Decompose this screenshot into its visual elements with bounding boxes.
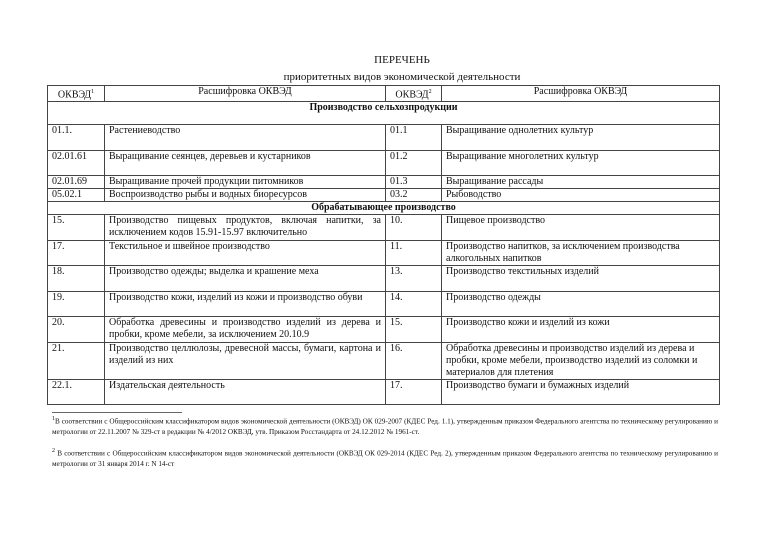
okved-desc-old: Выращивание прочей продукции питомников xyxy=(105,176,386,189)
table-row xyxy=(48,189,720,202)
section-title: Обрабатывающее производство xyxy=(48,202,720,215)
okved-code-old: 21. xyxy=(48,343,105,380)
okved-code-new: 10. xyxy=(386,215,442,241)
okved-code-new: 14. xyxy=(386,292,442,317)
okved-code-old: 18. xyxy=(48,266,105,292)
table-row xyxy=(48,317,720,343)
okved-desc-new: Выращивание рассады xyxy=(442,176,720,189)
okved-code-old: 01.1. xyxy=(48,125,105,151)
okved-code-new: 17. xyxy=(386,380,442,405)
table-row xyxy=(48,125,720,151)
table-row xyxy=(48,380,720,405)
section-title: Производство сельхозпродукции xyxy=(48,102,720,125)
okved-code-old: 05.02.1 xyxy=(48,189,105,202)
okved-desc-new: Производство кожи и изделий из кожи xyxy=(442,317,720,343)
okved-desc-old: Издательская деятельность xyxy=(105,380,386,405)
table-row xyxy=(48,215,720,241)
okved-code-new: 01.2 xyxy=(386,151,442,176)
okved-desc-old: Производство целлюлозы, древесной массы, бумаги, картона и изделий из них xyxy=(105,343,386,380)
okved-code-old: 02.01.69 xyxy=(48,176,105,189)
okved-table xyxy=(47,85,720,405)
okved-code-old: 20. xyxy=(48,317,105,343)
okved-desc-new: Производство одежды xyxy=(442,292,720,317)
okved-desc-old: Производство одежды; выделка и крашение меха xyxy=(105,266,386,292)
okved-code-new: 13. xyxy=(386,266,442,292)
okved-desc-new: Производство текстильных изделий xyxy=(442,266,720,292)
okved-desc-new: Выращивание многолетних культур xyxy=(442,151,720,176)
table-row xyxy=(48,266,720,292)
document-title: ПЕРЕЧЕНЬ xyxy=(374,54,430,66)
okved-desc-new: Выращивание однолетних культур xyxy=(442,125,720,151)
header-okved-2: ОКВЭД$^2$ xyxy=(386,86,442,102)
okved-desc-old: Обработка древесины и производство изделий из дерева и пробки, кроме мебели, за исключением 20.10.9 xyxy=(105,317,386,343)
okved-desc-new: Обработка древесины и производство изделий из дерева и пробки, кроме мебели, производство изделий из соломки и материалов для плетения xyxy=(442,343,720,380)
table-row xyxy=(48,343,720,380)
okved-code-new: 15. xyxy=(386,317,442,343)
section-row xyxy=(48,202,720,215)
footnote-2: $^2$ В соответствии с Общероссийским классификатором видов экономической деятельности (ОКВЭД ОК 029-2014 (КДЕС Ред. 2), утвержденным приказом Федерального агентства по техническому регулированию и метрологии от 31 января 2014 г. N 14-ст xyxy=(52,448,719,469)
okved-desc-new: Производство бумаги и бумажных изделий xyxy=(442,380,720,405)
okved-code-new: 01.3 xyxy=(386,176,442,189)
okved-code-new: 03.2 xyxy=(386,189,442,202)
footnote-divider xyxy=(52,412,182,413)
okved-code-old: 02.01.61 xyxy=(48,151,105,176)
okved-code-old: 17. xyxy=(48,241,105,266)
header-okved-1: ОКВЭД$^1$ xyxy=(48,86,105,102)
header-desc-1: Расшифровка ОКВЭД xyxy=(105,86,386,102)
footnote-1: $^1$В соответствии с Общероссийским классификатором видов экономической деятельности (ОКВЭД) ОК 029-2007 (КДЕС Ред. 1.1), утвержденным приказом Федерального агентства по техническому регулированию и метрологии от 22.11.2007 № 329-ст в редакции № 4/2012 ОКВЭД, утв. Приказом Росстандарта от 24.12.2012 № 1961-ст. xyxy=(52,416,718,437)
okved-desc-new: Производство напитков, за исключением производства алкогольных напитков xyxy=(442,241,720,266)
okved-desc-new: Пищевое производство xyxy=(442,215,720,241)
okved-code-old: 19. xyxy=(48,292,105,317)
okved-desc-new: Рыбоводство xyxy=(442,189,720,202)
document-subtitle: приоритетных видов экономической деятельности xyxy=(283,71,521,83)
table-row xyxy=(48,241,720,266)
okved-desc-old: Выращивание сеянцев, деревьев и кустарников xyxy=(105,151,386,176)
okved-desc-old: Производство пищевых продуктов, включая напитки, за исключением кодов 15.91-15.97 включительно xyxy=(105,215,386,241)
okved-desc-old: Воспроизводство рыбы и водных биоресурсов xyxy=(105,189,386,202)
okved-desc-old: Производство кожи, изделий из кожи и производство обуви xyxy=(105,292,386,317)
okved-desc-old: Текстильное и швейное производство xyxy=(105,241,386,266)
table-row xyxy=(48,292,720,317)
table-row xyxy=(48,176,720,189)
okved-code-new: 16. xyxy=(386,343,442,380)
okved-desc-old: Растениеводство xyxy=(105,125,386,151)
header-desc-2: Расшифровка ОКВЭД xyxy=(442,86,720,102)
okved-code-new: 11. xyxy=(386,241,442,266)
okved-code-new: 01.1 xyxy=(386,125,442,151)
section-row xyxy=(48,102,720,125)
table-row xyxy=(48,151,720,176)
table-header-row xyxy=(48,86,720,102)
okved-code-old: 22.1. xyxy=(48,380,105,405)
okved-code-old: 15. xyxy=(48,215,105,241)
